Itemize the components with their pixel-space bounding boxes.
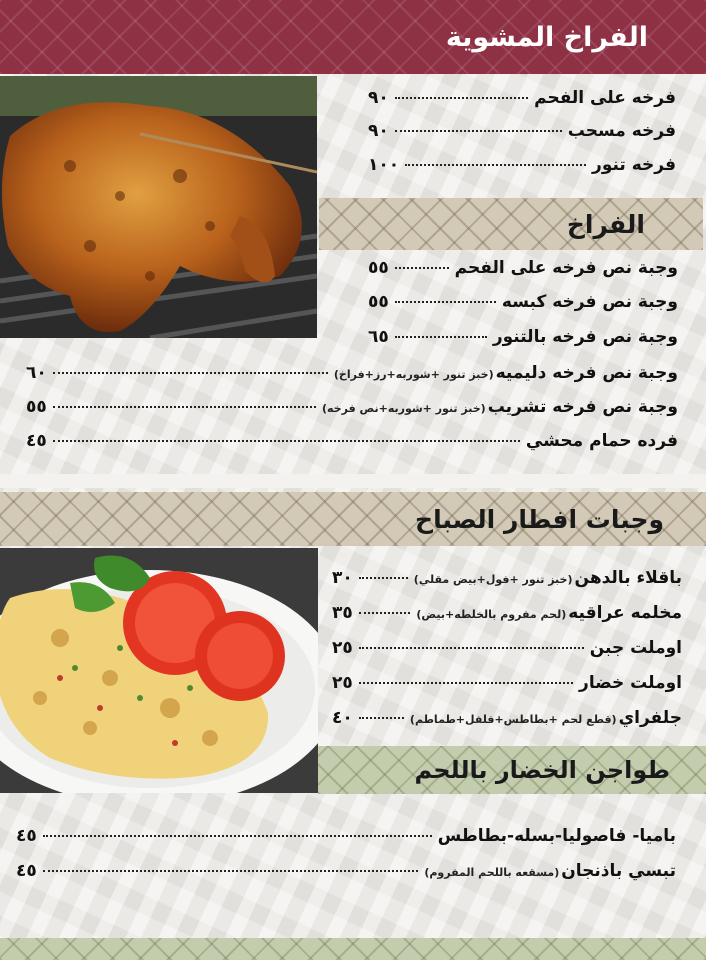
- leader-dots: [395, 97, 528, 99]
- leader-dots: [53, 406, 316, 408]
- menu-item: وجبة نص فرخه تشريب (خبز تنور +شوربه+نص فرخه) ٥٥: [26, 397, 678, 417]
- section-title-chicken: الفراخ: [566, 209, 645, 239]
- section-title-grilled: الفراخ المشوية: [445, 21, 648, 53]
- menu-item: باقلاء بالدهن (خبز تنور +فول+بيض مقلي) ٣٠: [332, 568, 682, 588]
- leader-dots: [395, 267, 449, 269]
- section-title-breakfast: وجبات افطار الصباح: [415, 504, 664, 534]
- section-header-chicken: [319, 198, 703, 250]
- section-header-breakfast: [0, 492, 706, 546]
- grilled-chicken-photo: [0, 76, 317, 338]
- leader-dots: [395, 130, 562, 132]
- leader-dots: [359, 682, 573, 684]
- leader-dots: [395, 336, 487, 338]
- leader-dots: [405, 164, 586, 166]
- menu-item: وجبة نص فرخه دليميه (خبز تنور +شوربه+رز+فراخ) ٦٠: [26, 363, 678, 383]
- section-header-vegetables: [318, 746, 706, 794]
- menu-item: جلفراي (قطع لحم +بطاطس+فلفل+طماطم) ٤٠: [332, 708, 682, 728]
- leader-dots: [43, 835, 432, 837]
- menu-item: مخلمه عراقيه (لحم مفروم بالخلطه+بيض) ٣٥: [332, 603, 682, 623]
- menu-item: باميا- فاصوليا-بسله-بطاطس ٤٥: [16, 826, 676, 846]
- menu-item: اوملت جبن ٢٥: [332, 638, 682, 658]
- menu-item: اوملت خضار ٢٥: [332, 673, 682, 693]
- leader-dots: [359, 717, 404, 719]
- leader-dots: [359, 577, 408, 579]
- menu-item: وجبة نص فرخه كبسه ٥٥: [368, 292, 678, 312]
- section-divider: [0, 474, 706, 488]
- leader-dots: [53, 372, 328, 374]
- menu-item: وجبة نص فرخه بالتنور ٦٥: [368, 327, 678, 347]
- menu-item: فرده حمام محشي ٤٥: [26, 431, 678, 451]
- menu-item: فرخه مسحب ٩٠: [368, 121, 676, 141]
- leader-dots: [43, 870, 419, 872]
- menu-item: فرخه تنور ١٠٠: [368, 155, 676, 175]
- leader-dots: [359, 647, 584, 649]
- leader-dots: [395, 301, 496, 303]
- leader-dots: [359, 612, 411, 614]
- section-header-grilled: [0, 0, 706, 74]
- section-title-vegetables: طواجن الخضار باللحم: [414, 756, 670, 784]
- menu-item: تبسي باذنجان (مسقعه باللحم المفروم) ٤٥: [16, 861, 676, 881]
- menu-item: وجبة نص فرخه على الفحم ٥٥: [368, 258, 678, 278]
- footer-pattern-strip: [0, 938, 706, 960]
- omelette-photo: [0, 548, 318, 793]
- menu-item: فرخه على الفحم ٩٠: [368, 88, 676, 108]
- leader-dots: [53, 440, 520, 442]
